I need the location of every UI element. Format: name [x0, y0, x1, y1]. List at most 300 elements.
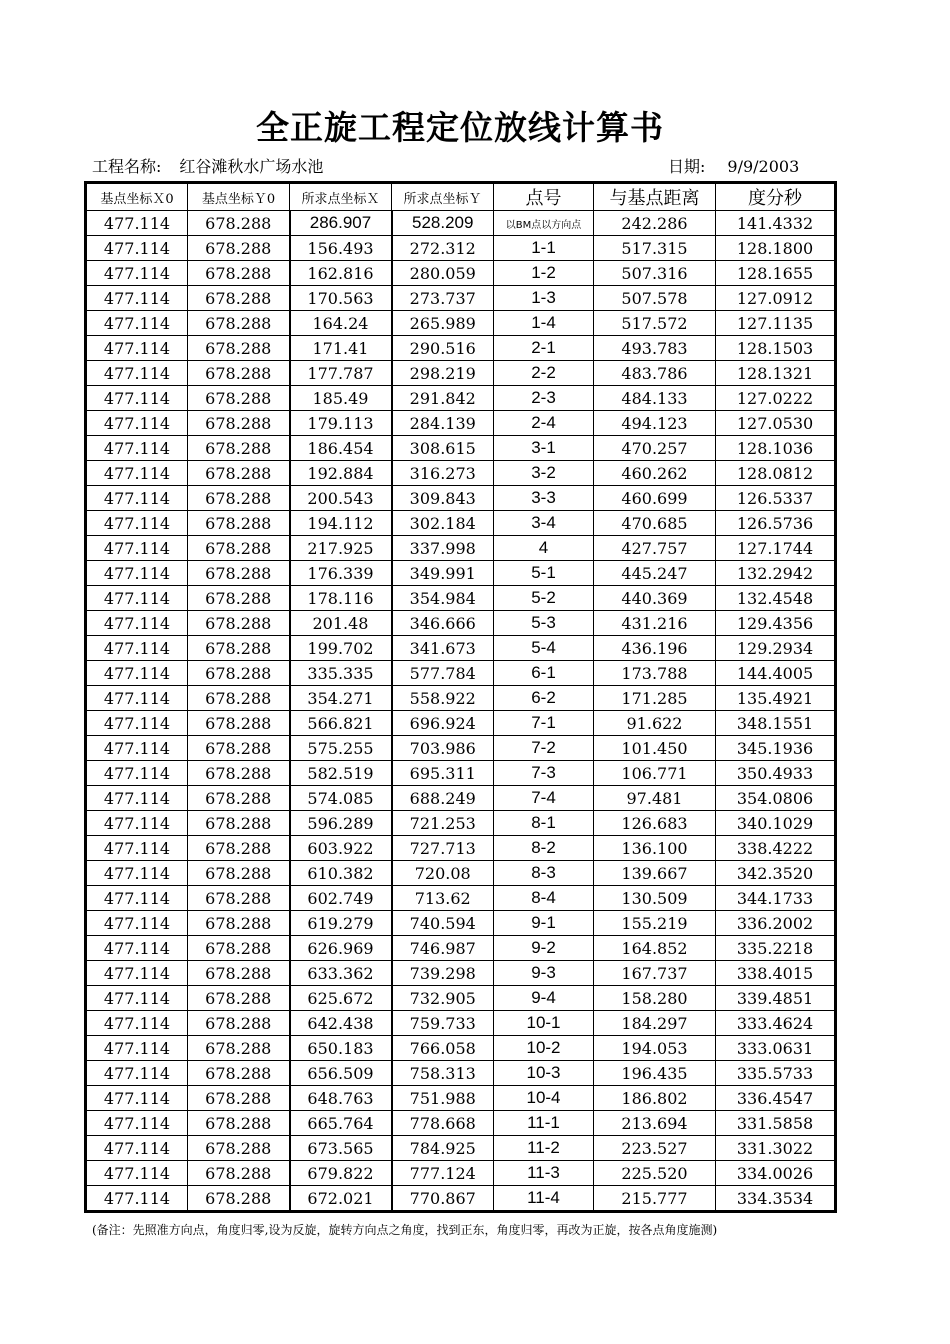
cell-target-x: 582.519: [290, 761, 392, 786]
table-row: [86, 561, 836, 586]
cell-base-x: 477.114: [86, 1086, 188, 1111]
cell-point-no: 1-3: [494, 286, 594, 311]
cell-target-x: 200.543: [290, 486, 392, 511]
cell-target-x: 625.672: [290, 986, 392, 1011]
table-row: [86, 1161, 836, 1186]
cell-distance: 225.520: [594, 1161, 716, 1186]
cell-base-x: 477.114: [86, 586, 188, 611]
cell-base-y: 678.288: [188, 986, 290, 1011]
cell-base-x: 477.114: [86, 1036, 188, 1061]
table-row: [86, 961, 836, 986]
cell-target-x: 286.907: [290, 211, 392, 236]
table-row: [86, 411, 836, 436]
table-row: [86, 1061, 836, 1086]
cell-base-y: 678.288: [188, 636, 290, 661]
table-header-row: [86, 183, 836, 211]
cell-dms: 135.4921: [716, 686, 836, 711]
footnote: (备注：先照准方向点，角度归零,设为反旋，旋转方向点之角度，找到正东，角度归零，再改为正旋，按各点角度施测): [92, 1223, 718, 1237]
cell-target-x: 642.438: [290, 1011, 392, 1036]
cell-base-y: 678.288: [188, 711, 290, 736]
cell-point-no: 3-2: [494, 461, 594, 486]
cell-target-x: 354.271: [290, 686, 392, 711]
cell-target-x: 186.454: [290, 436, 392, 461]
cell-base-x: 477.114: [86, 1061, 188, 1086]
cell-point-no: 9-4: [494, 986, 594, 1011]
cell-dms: 127.0912: [716, 286, 836, 311]
cell-point-no: 5-2: [494, 586, 594, 611]
cell-base-y: 678.288: [188, 1011, 290, 1036]
cell-point-no: 2-4: [494, 411, 594, 436]
cell-point-no: 5-4: [494, 636, 594, 661]
cell-target-x: 575.255: [290, 736, 392, 761]
cell-target-y: 759.733: [392, 1011, 494, 1036]
cell-target-y: 298.219: [392, 361, 494, 386]
cell-target-y: 746.987: [392, 936, 494, 961]
cell-dms: 141.4332: [716, 211, 836, 236]
cell-distance: 493.783: [594, 336, 716, 361]
cell-target-x: 603.922: [290, 836, 392, 861]
cell-base-y: 678.288: [188, 211, 290, 236]
cell-dms: 132.2942: [716, 561, 836, 586]
cell-base-x: 477.114: [86, 661, 188, 686]
cell-base-y: 678.288: [188, 236, 290, 261]
cell-target-y: 740.594: [392, 911, 494, 936]
cell-target-x: 626.969: [290, 936, 392, 961]
cell-target-y: 290.516: [392, 336, 494, 361]
table-row: [86, 861, 836, 886]
cell-target-y: 346.666: [392, 611, 494, 636]
cell-target-x: 596.289: [290, 811, 392, 836]
cell-target-y: 265.989: [392, 311, 494, 336]
cell-target-x: 217.925: [290, 536, 392, 561]
cell-base-x: 477.114: [86, 861, 188, 886]
table-row: [86, 386, 836, 411]
cell-point-no: 9-2: [494, 936, 594, 961]
cell-target-y: 696.924: [392, 711, 494, 736]
cell-target-y: 758.313: [392, 1061, 494, 1086]
cell-distance: 184.297: [594, 1011, 716, 1036]
cell-base-x: 477.114: [86, 311, 188, 336]
cell-distance: 164.852: [594, 936, 716, 961]
cell-base-x: 477.114: [86, 236, 188, 261]
cell-dms: 126.5337: [716, 486, 836, 511]
cell-base-y: 678.288: [188, 1111, 290, 1136]
table-row: [86, 1086, 836, 1111]
cell-dms: 340.1029: [716, 811, 836, 836]
cell-target-y: 751.988: [392, 1086, 494, 1111]
cell-target-y: 272.312: [392, 236, 494, 261]
cell-base-x: 477.114: [86, 436, 188, 461]
cell-distance: 97.481: [594, 786, 716, 811]
cell-distance: 196.435: [594, 1061, 716, 1086]
cell-target-x: 633.362: [290, 961, 392, 986]
cell-base-y: 678.288: [188, 1186, 290, 1212]
cell-dms: 348.1551: [716, 711, 836, 736]
cell-target-x: 566.821: [290, 711, 392, 736]
cell-base-x: 477.114: [86, 736, 188, 761]
cell-base-x: 477.114: [86, 386, 188, 411]
cell-point-no: 8-1: [494, 811, 594, 836]
cell-distance: 460.262: [594, 461, 716, 486]
date-label: 日期:: [668, 157, 706, 176]
cell-dms: 334.3534: [716, 1186, 836, 1212]
cell-target-y: 302.184: [392, 511, 494, 536]
cell-target-y: 727.713: [392, 836, 494, 861]
document-title: 全正旋工程定位放线计算书: [256, 108, 664, 147]
table-row: [86, 911, 836, 936]
project-info: [92, 154, 323, 177]
cell-target-y: 766.058: [392, 1036, 494, 1061]
table-row: [86, 736, 836, 761]
cell-dms: 345.1936: [716, 736, 836, 761]
cell-target-y: 721.253: [392, 811, 494, 836]
cell-base-y: 678.288: [188, 461, 290, 486]
cell-distance: 517.572: [594, 311, 716, 336]
cell-base-y: 678.288: [188, 1061, 290, 1086]
date-info: [668, 154, 799, 177]
cell-distance: 173.788: [594, 661, 716, 686]
cell-base-x: 477.114: [86, 261, 188, 286]
cell-point-no: 5-1: [494, 561, 594, 586]
cell-target-y: 354.984: [392, 586, 494, 611]
header-base-y: 基点坐标Ｙ0: [188, 183, 290, 211]
cell-dms: 128.1036: [716, 436, 836, 461]
cell-base-y: 678.288: [188, 1036, 290, 1061]
cell-distance: 213.694: [594, 1111, 716, 1136]
cell-base-y: 678.288: [188, 286, 290, 311]
cell-base-x: 477.114: [86, 636, 188, 661]
cell-distance: 101.450: [594, 736, 716, 761]
cell-target-x: 170.563: [290, 286, 392, 311]
cell-base-x: 477.114: [86, 361, 188, 386]
cell-base-y: 678.288: [188, 861, 290, 886]
table-row: [86, 1136, 836, 1161]
cell-base-x: 477.114: [86, 886, 188, 911]
cell-distance: 470.257: [594, 436, 716, 461]
cell-point-no: 9-3: [494, 961, 594, 986]
cell-point-no: 11-4: [494, 1186, 594, 1212]
cell-target-y: 720.08: [392, 861, 494, 886]
cell-distance: 126.683: [594, 811, 716, 836]
cell-distance: 507.316: [594, 261, 716, 286]
cell-target-x: 176.339: [290, 561, 392, 586]
table-row: [86, 586, 836, 611]
cell-base-y: 678.288: [188, 511, 290, 536]
table-row: [86, 336, 836, 361]
cell-point-no: 2-1: [494, 336, 594, 361]
cell-point-no: 以BM点以方向点: [494, 211, 594, 236]
cell-base-x: 477.114: [86, 911, 188, 936]
cell-target-y: 713.62: [392, 886, 494, 911]
table-row: [86, 986, 836, 1011]
cell-dms: 126.5736: [716, 511, 836, 536]
cell-base-y: 678.288: [188, 1161, 290, 1186]
cell-base-y: 678.288: [188, 836, 290, 861]
cell-point-no: 1-1: [494, 236, 594, 261]
header-point-no: 点号: [494, 183, 594, 211]
table-row: [86, 511, 836, 536]
cell-base-x: 477.114: [86, 461, 188, 486]
cell-base-y: 678.288: [188, 536, 290, 561]
cell-point-no: 7-2: [494, 736, 594, 761]
cell-point-no: 4: [494, 536, 594, 561]
table-row: [86, 286, 836, 311]
cell-base-x: 477.114: [86, 986, 188, 1011]
cell-target-x: 201.48: [290, 611, 392, 636]
cell-base-y: 678.288: [188, 911, 290, 936]
cell-target-y: 309.843: [392, 486, 494, 511]
cell-point-no: 2-2: [494, 361, 594, 386]
cell-target-y: 308.615: [392, 436, 494, 461]
cell-distance: 445.247: [594, 561, 716, 586]
cell-target-y: 341.673: [392, 636, 494, 661]
cell-target-y: 316.273: [392, 461, 494, 486]
table-row: [86, 1111, 836, 1136]
cell-dms: 334.0026: [716, 1161, 836, 1186]
cell-target-y: 577.784: [392, 661, 494, 686]
cell-target-x: 673.565: [290, 1136, 392, 1161]
cell-base-y: 678.288: [188, 436, 290, 461]
cell-distance: 106.771: [594, 761, 716, 786]
table-row: [86, 686, 836, 711]
cell-target-x: 164.24: [290, 311, 392, 336]
cell-point-no: 8-3: [494, 861, 594, 886]
header-base-x: 基点坐标Ｘ0: [86, 183, 188, 211]
stakeout-table: [84, 181, 837, 1213]
cell-point-no: 11-1: [494, 1111, 594, 1136]
table-row: [86, 761, 836, 786]
cell-target-x: 648.763: [290, 1086, 392, 1111]
cell-base-x: 477.114: [86, 211, 188, 236]
table-row: [86, 661, 836, 686]
cell-target-y: 703.986: [392, 736, 494, 761]
cell-base-y: 678.288: [188, 961, 290, 986]
cell-dms: 331.3022: [716, 1136, 836, 1161]
cell-dms: 128.1655: [716, 261, 836, 286]
cell-dms: 339.4851: [716, 986, 836, 1011]
table-row: [86, 436, 836, 461]
cell-target-y: 349.991: [392, 561, 494, 586]
cell-point-no: 11-2: [494, 1136, 594, 1161]
cell-base-x: 477.114: [86, 786, 188, 811]
cell-dms: 129.4356: [716, 611, 836, 636]
cell-point-no: 6-1: [494, 661, 594, 686]
cell-point-no: 10-4: [494, 1086, 594, 1111]
cell-target-x: 619.279: [290, 911, 392, 936]
cell-target-y: 273.737: [392, 286, 494, 311]
cell-base-y: 678.288: [188, 311, 290, 336]
cell-point-no: 2-3: [494, 386, 594, 411]
cell-distance: 517.315: [594, 236, 716, 261]
cell-point-no: 1-2: [494, 261, 594, 286]
cell-point-no: 6-2: [494, 686, 594, 711]
cell-distance: 130.509: [594, 886, 716, 911]
cell-dms: 128.0812: [716, 461, 836, 486]
project-label: 工程名称:: [92, 157, 162, 176]
table-row: [86, 311, 836, 336]
cell-base-y: 678.288: [188, 786, 290, 811]
table-row: [86, 936, 836, 961]
table-row: [86, 886, 836, 911]
cell-base-y: 678.288: [188, 661, 290, 686]
header-distance: 与基点距离: [594, 183, 716, 211]
cell-dms: 336.4547: [716, 1086, 836, 1111]
table-row: [86, 1036, 836, 1061]
cell-distance: 427.757: [594, 536, 716, 561]
cell-target-y: 732.905: [392, 986, 494, 1011]
cell-dms: 128.1321: [716, 361, 836, 386]
cell-distance: 171.285: [594, 686, 716, 711]
cell-point-no: 10-1: [494, 1011, 594, 1036]
cell-target-x: 672.021: [290, 1186, 392, 1212]
cell-dms: 132.4548: [716, 586, 836, 611]
table-row: [86, 711, 836, 736]
cell-point-no: 10-2: [494, 1036, 594, 1061]
cell-target-y: 770.867: [392, 1186, 494, 1212]
cell-distance: 460.699: [594, 486, 716, 511]
cell-target-y: 528.209: [392, 211, 494, 236]
cell-target-x: 679.822: [290, 1161, 392, 1186]
cell-target-x: 335.335: [290, 661, 392, 686]
cell-dms: 354.0806: [716, 786, 836, 811]
cell-target-y: 688.249: [392, 786, 494, 811]
cell-point-no: 8-2: [494, 836, 594, 861]
cell-dms: 127.1744: [716, 536, 836, 561]
table-row: [86, 461, 836, 486]
cell-dms: 344.1733: [716, 886, 836, 911]
cell-target-x: 665.764: [290, 1111, 392, 1136]
cell-point-no: 7-4: [494, 786, 594, 811]
cell-distance: 483.786: [594, 361, 716, 386]
cell-point-no: 3-1: [494, 436, 594, 461]
cell-base-y: 678.288: [188, 411, 290, 436]
cell-base-x: 477.114: [86, 711, 188, 736]
table-row: [86, 786, 836, 811]
header-dms: 度分秒: [716, 183, 836, 211]
cell-base-y: 678.288: [188, 936, 290, 961]
table-row: [86, 236, 836, 261]
cell-distance: 494.123: [594, 411, 716, 436]
cell-target-y: 784.925: [392, 1136, 494, 1161]
header-target-x: 所求点坐标Ｘ: [290, 183, 392, 211]
cell-base-y: 678.288: [188, 361, 290, 386]
cell-base-x: 477.114: [86, 1136, 188, 1161]
table-row: [86, 1186, 836, 1212]
cell-point-no: 5-3: [494, 611, 594, 636]
cell-distance: 470.685: [594, 511, 716, 536]
cell-base-y: 678.288: [188, 761, 290, 786]
project-name: 红谷滩秋水广场水池: [179, 157, 324, 176]
table-row: [86, 211, 836, 236]
cell-dms: 338.4015: [716, 961, 836, 986]
cell-dms: 127.0530: [716, 411, 836, 436]
cell-base-x: 477.114: [86, 536, 188, 561]
cell-target-x: 171.41: [290, 336, 392, 361]
cell-point-no: 3-4: [494, 511, 594, 536]
table-row: [86, 636, 836, 661]
cell-dms: 128.1503: [716, 336, 836, 361]
cell-dms: 127.0222: [716, 386, 836, 411]
cell-target-x: 177.787: [290, 361, 392, 386]
cell-base-y: 678.288: [188, 486, 290, 511]
cell-target-x: 179.113: [290, 411, 392, 436]
cell-target-x: 650.183: [290, 1036, 392, 1061]
cell-distance: 215.777: [594, 1186, 716, 1212]
cell-dms: 128.1800: [716, 236, 836, 261]
cell-base-y: 678.288: [188, 1136, 290, 1161]
cell-base-y: 678.288: [188, 611, 290, 636]
cell-target-y: 337.998: [392, 536, 494, 561]
cell-target-x: 156.493: [290, 236, 392, 261]
cell-base-y: 678.288: [188, 811, 290, 836]
cell-base-x: 477.114: [86, 686, 188, 711]
cell-distance: 136.100: [594, 836, 716, 861]
cell-distance: 440.369: [594, 586, 716, 611]
cell-dms: 129.2934: [716, 636, 836, 661]
cell-base-y: 678.288: [188, 336, 290, 361]
cell-distance: 139.667: [594, 861, 716, 886]
cell-point-no: 9-1: [494, 911, 594, 936]
cell-distance: 431.216: [594, 611, 716, 636]
table-row: [86, 1011, 836, 1036]
cell-dms: 333.4624: [716, 1011, 836, 1036]
cell-point-no: 11-3: [494, 1161, 594, 1186]
cell-target-x: 199.702: [290, 636, 392, 661]
cell-dms: 333.0631: [716, 1036, 836, 1061]
cell-point-no: 3-3: [494, 486, 594, 511]
cell-base-x: 477.114: [86, 1011, 188, 1036]
cell-base-x: 477.114: [86, 286, 188, 311]
cell-base-y: 678.288: [188, 736, 290, 761]
cell-target-y: 280.059: [392, 261, 494, 286]
cell-point-no: 7-1: [494, 711, 594, 736]
cell-point-no: 1-4: [494, 311, 594, 336]
cell-distance: 436.196: [594, 636, 716, 661]
table-row: [86, 836, 836, 861]
cell-base-y: 678.288: [188, 1086, 290, 1111]
table-row: [86, 361, 836, 386]
cell-distance: 507.578: [594, 286, 716, 311]
cell-base-y: 678.288: [188, 886, 290, 911]
table-row: [86, 486, 836, 511]
table-row: [86, 536, 836, 561]
cell-point-no: 7-3: [494, 761, 594, 786]
table-row: [86, 261, 836, 286]
cell-point-no: 10-3: [494, 1061, 594, 1086]
table-row: [86, 611, 836, 636]
cell-base-x: 477.114: [86, 961, 188, 986]
cell-distance: 91.622: [594, 711, 716, 736]
cell-distance: 484.133: [594, 386, 716, 411]
cell-base-x: 477.114: [86, 1111, 188, 1136]
cell-distance: 158.280: [594, 986, 716, 1011]
table-body: [86, 211, 836, 1212]
cell-base-x: 477.114: [86, 811, 188, 836]
cell-base-x: 477.114: [86, 836, 188, 861]
cell-distance: 186.802: [594, 1086, 716, 1111]
cell-target-x: 194.112: [290, 511, 392, 536]
cell-dms: 335.2218: [716, 936, 836, 961]
cell-base-y: 678.288: [188, 561, 290, 586]
cell-distance: 242.286: [594, 211, 716, 236]
cell-target-y: 777.124: [392, 1161, 494, 1186]
cell-distance: 194.053: [594, 1036, 716, 1061]
cell-target-y: 778.668: [392, 1111, 494, 1136]
cell-target-x: 178.116: [290, 586, 392, 611]
cell-target-y: 558.922: [392, 686, 494, 711]
cell-target-x: 192.884: [290, 461, 392, 486]
cell-dms: 144.4005: [716, 661, 836, 686]
